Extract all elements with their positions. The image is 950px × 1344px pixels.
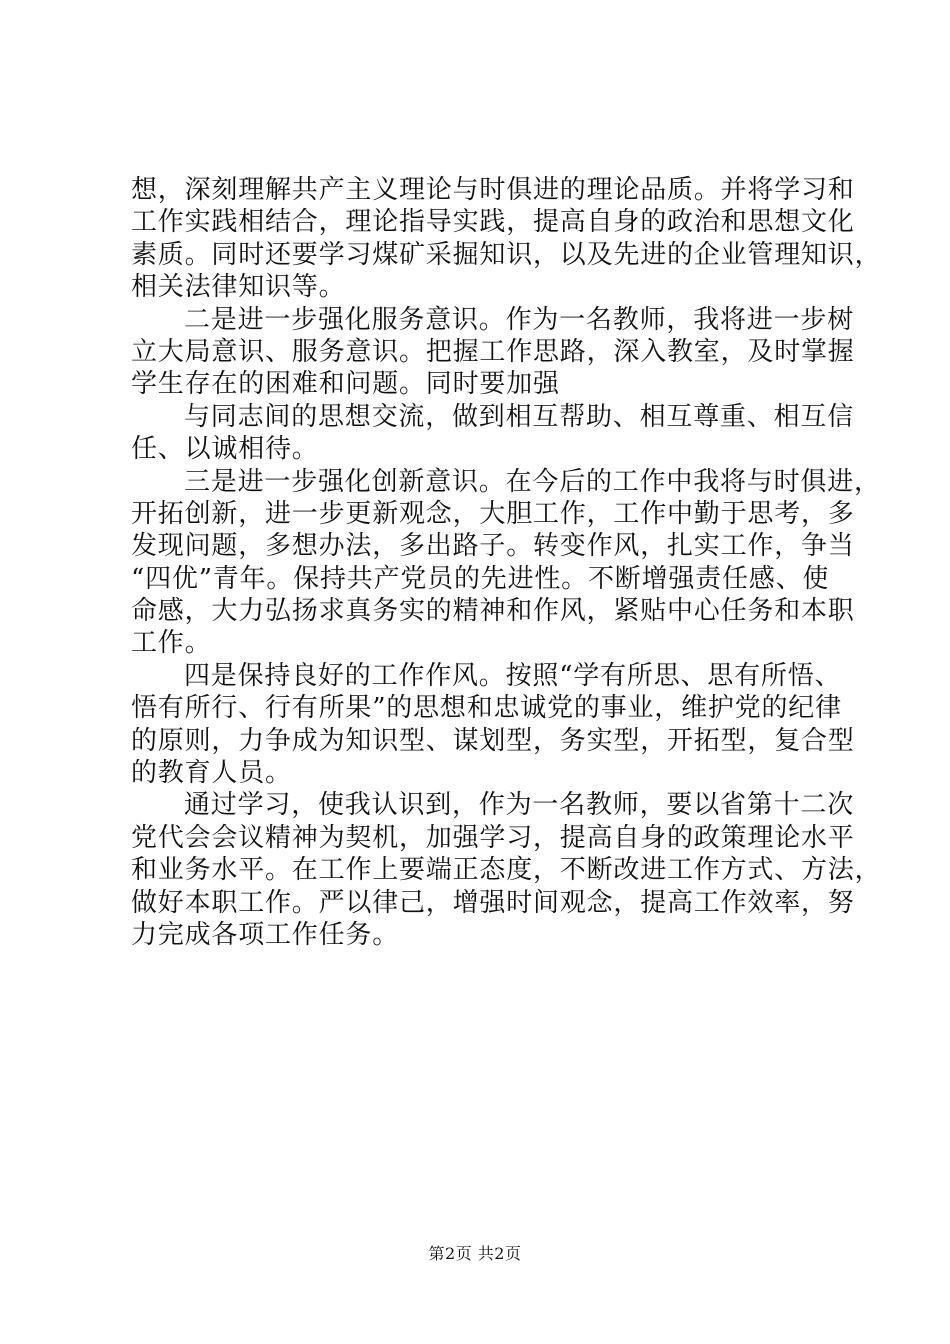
text-line: 和业务水平。在工作上要端正态度，不断改进工作方式、方法， [131, 855, 882, 886]
text-line: 四是保持良好的工作作风。按照“学有所思、思有所悟、 [184, 660, 842, 691]
text-line: 的原则，力争成为知识型、谋划型，务实型，开拓型，复合型 [131, 725, 855, 756]
text-line: 学生存在的困难和问题。同时要加强 [131, 369, 560, 400]
body-text [131, 174, 882, 951]
text-line: 与同志间的思想交流，做到相互帮助、相互尊重、相互信 [184, 401, 855, 432]
text-line: 命感，大力弘扬求真务实的精神和作风，紧贴中心任务和本职 [131, 596, 855, 627]
text-line: 发现问题，多想办法，多出路子。转变作风，扎实工作，争当 [131, 531, 855, 562]
text-line: 工作。 [131, 628, 212, 659]
text-line: 开拓创新，进一步更新观念，大胆工作，工作中勤于思考，多 [131, 498, 855, 529]
text-line: 相关法律知识等。 [131, 272, 346, 303]
text-line: 任、以诚相待。 [131, 434, 319, 465]
text-line: 悟有所行、行有所果”的思想和忠诚党的事业，维护党的纪律 [131, 693, 842, 724]
text-line: 立大局意识、服务意识。把握工作思路，深入教室，及时掌握 [131, 336, 855, 367]
text-line: 力完成各项工作任务。 [131, 919, 400, 950]
page-footer: 第2页 共2页 [428, 1244, 522, 1263]
text-line: 二是进一步强化服务意识。作为一名教师，我将进一步树 [184, 304, 855, 335]
text-line: 的教育人员。 [131, 758, 292, 789]
text-line: 通过学习，使我认识到，作为一名教师，要以省第十二次 [184, 790, 855, 821]
text-line: 想，深刻理解共产主义理论与时俱进的理论品质。并将学习和 [131, 175, 855, 205]
text-line: 工作实践相结合，理论指导实践，提高自身的政治和思想文化 [131, 207, 855, 238]
text-line: 三是进一步强化创新意识。在今后的工作中我将与时俱进， [184, 466, 881, 497]
text-line: 党代会会议精神为契机，加强学习，提高自身的政策理论水平 [131, 822, 855, 853]
text-line: 做好本职工作。严以律己，增强时间观念，提高工作效率，努 [131, 887, 855, 918]
text-line: 素质。同时还要学习煤矿采掘知识，以及先进的企业管理知识， [131, 239, 882, 270]
text-line: “四优”青年。保持共产党员的先进性。不断增强责任感、使 [131, 563, 830, 594]
